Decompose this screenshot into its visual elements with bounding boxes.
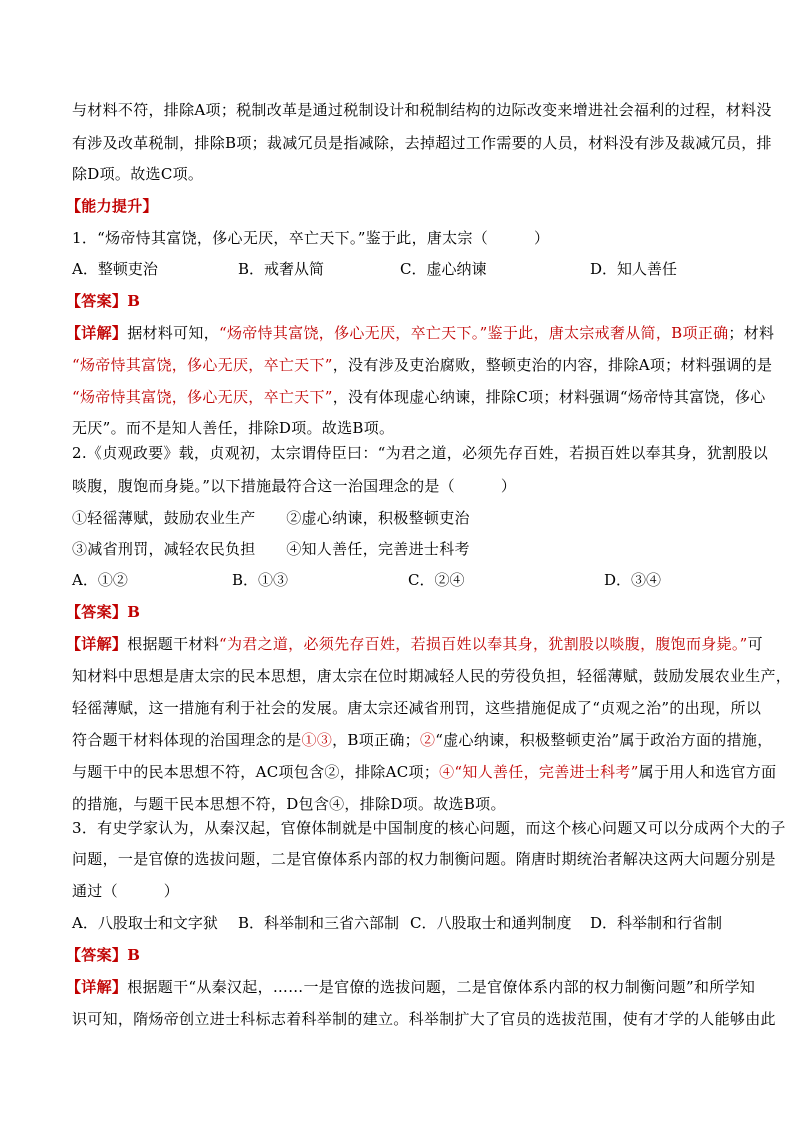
detail-line — [66, 633, 763, 655]
text-line: 除D项。故选C项。 — [72, 165, 204, 183]
question-3-stem-line: 通过（ ） — [72, 882, 180, 900]
q3-answer: 【答案】B — [66, 946, 141, 964]
detail-text: 属于用人和选官方面 — [638, 763, 777, 781]
text-line: 有涉及改革税制，排除B项；裁减冗员是指减除，去掉超过工作需要的人员，材料没有涉及裁减冗员，排 — [72, 134, 772, 152]
question-2-stem-line: 2.《贞观政要》载，贞观初，太宗谓侍臣曰：“为君之道，必须先存百姓，若损百姓以奉其身，犹割股以 — [72, 444, 769, 462]
text-line: 与材料不符，排除A项；税制改革是通过税制设计和税制结构的边际改变来增进社会福利的过程，材料没 — [72, 101, 772, 119]
detail-text: 知材料中思想是唐太宗的民本思想，唐太宗在位时期减轻人民的劳役负担，轻徭薄赋，鼓励发展农业生产， — [72, 667, 792, 685]
detail-line — [72, 354, 773, 376]
detail-text: ④“知人善任，完善进士科考” — [439, 763, 639, 781]
detail-line — [72, 793, 724, 815]
question-3-stem-line: 问题，一是官僚的选拔问题，二是官僚体系内部的权力制衡问题。隋唐时期统治者解决这两大问题分别是 — [72, 850, 776, 868]
detail-line — [72, 697, 762, 719]
detail-text: ；材料 — [728, 324, 775, 342]
q1-option-d: D．知人善任 — [590, 260, 678, 278]
section-title: 【能力提升】 — [66, 197, 158, 215]
detail-text: 根据题干“从秦汉起，……一是官僚的选拔问题，二是官僚体系内部的权力制衡问题”和所学知 — [127, 978, 756, 996]
question-3-stem-line: 3．有史学家认为，从秦汉起，官僚体制就是中国制度的核心问题，而这个核心问题又可以分成两个大的子 — [72, 819, 786, 837]
detail-text: ，没有涉及吏治腐败，整顿吏治的内容，排除A项；材料强调的是 — [332, 356, 773, 374]
detail-line — [66, 976, 756, 998]
detail-text: 识可知，隋炀帝创立进士科标志着科举制的建立。科举制扩大了官员的选拔范围，使有才学的人能够由此 — [72, 1010, 776, 1028]
q3-option-c: C．八股取士和通判制度 — [410, 914, 572, 932]
detail-text: “炀帝恃其富饶，侈心无厌，卒亡天下。”鉴于此，唐太宗戒奢从简，B项正确 — [219, 324, 729, 342]
question-2-stem-line: 啖腹，腹饱而身毙。”以下措施最符合这一治国理念的是（ ） — [72, 477, 517, 495]
detail-text: “为君之道，必须先存百姓，若损百姓以奉其身，犹割股以啖腹，腹饱而身毙。” — [219, 635, 748, 653]
detail-tag: 【详解】 — [66, 635, 128, 653]
detail-line — [72, 417, 724, 439]
q2-items-line: ③减省刑罚，减轻农民负担 ④知人善任，完善进士科考 — [72, 540, 470, 558]
detail-line — [72, 761, 777, 783]
q2-option-d: D．③④ — [604, 571, 662, 589]
q2-option-b: B．①③ — [232, 571, 289, 589]
detail-line — [72, 386, 766, 408]
detail-text: ，没有体现虚心纳谏，排除C项；材料强调“炀帝恃其富饶，侈心 — [332, 388, 766, 406]
q1-option-a: A．整顿吏治 — [72, 260, 158, 278]
detail-line — [72, 1008, 776, 1030]
detail-line — [66, 322, 775, 344]
q2-answer: 【答案】B — [66, 603, 141, 621]
detail-tag: 【详解】 — [66, 978, 128, 996]
detail-text: ，B项正确； — [332, 731, 420, 749]
detail-text: ② — [419, 731, 436, 749]
detail-text: 可 — [747, 635, 763, 653]
q2-option-c: C．②④ — [408, 571, 465, 589]
detail-text: 据材料可知， — [127, 324, 220, 342]
q2-option-a: A．①② — [72, 571, 128, 589]
detail-tag: 【详解】 — [66, 324, 128, 342]
detail-text: 无厌”。而不是知人善任，排除D项。故选B项。 — [72, 419, 395, 437]
detail-text: 轻徭薄赋，这一措施有利于社会的发展。唐太宗还减省刑罚，这些措施促成了“贞观之治”的出现，所以 — [72, 699, 762, 717]
q3-option-a: A．八股取士和文字狱 — [72, 914, 218, 932]
q2-items-line: ①轻徭薄赋，鼓励农业生产 ②虚心纳谏，积极整顿吏治 — [72, 509, 470, 527]
detail-text: 的措施，与题干民本思想不符，D包含④，排除D项。故选B项。 — [72, 795, 506, 813]
detail-line — [72, 665, 792, 687]
detail-text: 与题干中的民本思想不符，AC项包含②，排除AC项； — [72, 763, 440, 781]
q1-option-c: C．虚心纳谏 — [400, 260, 487, 278]
detail-text: 根据题干材料 — [127, 635, 220, 653]
question-1-stem: 1．“炀帝恃其富饶，侈心无厌，卒亡天下。”鉴于此，唐太宗（ ） — [72, 229, 550, 247]
detail-line — [72, 729, 773, 751]
detail-text: ①③ — [301, 731, 333, 749]
q3-option-d: D．科举制和行省制 — [590, 914, 723, 932]
detail-text: 符合题干材料体现的治国理念的是 — [72, 731, 302, 749]
q1-answer: 【答案】B — [66, 292, 141, 310]
q1-option-b: B．戒奢从简 — [238, 260, 325, 278]
detail-text: “炀帝恃其富饶，侈心无厌，卒亡天下” — [72, 388, 333, 406]
q3-option-b: B．科举制和三省六部制 — [238, 914, 400, 932]
detail-text: “炀帝恃其富饶，侈心无厌，卒亡天下” — [72, 356, 333, 374]
detail-text: “虚心纳谏，积极整顿吏治”属于政治方面的措施， — [435, 731, 773, 749]
